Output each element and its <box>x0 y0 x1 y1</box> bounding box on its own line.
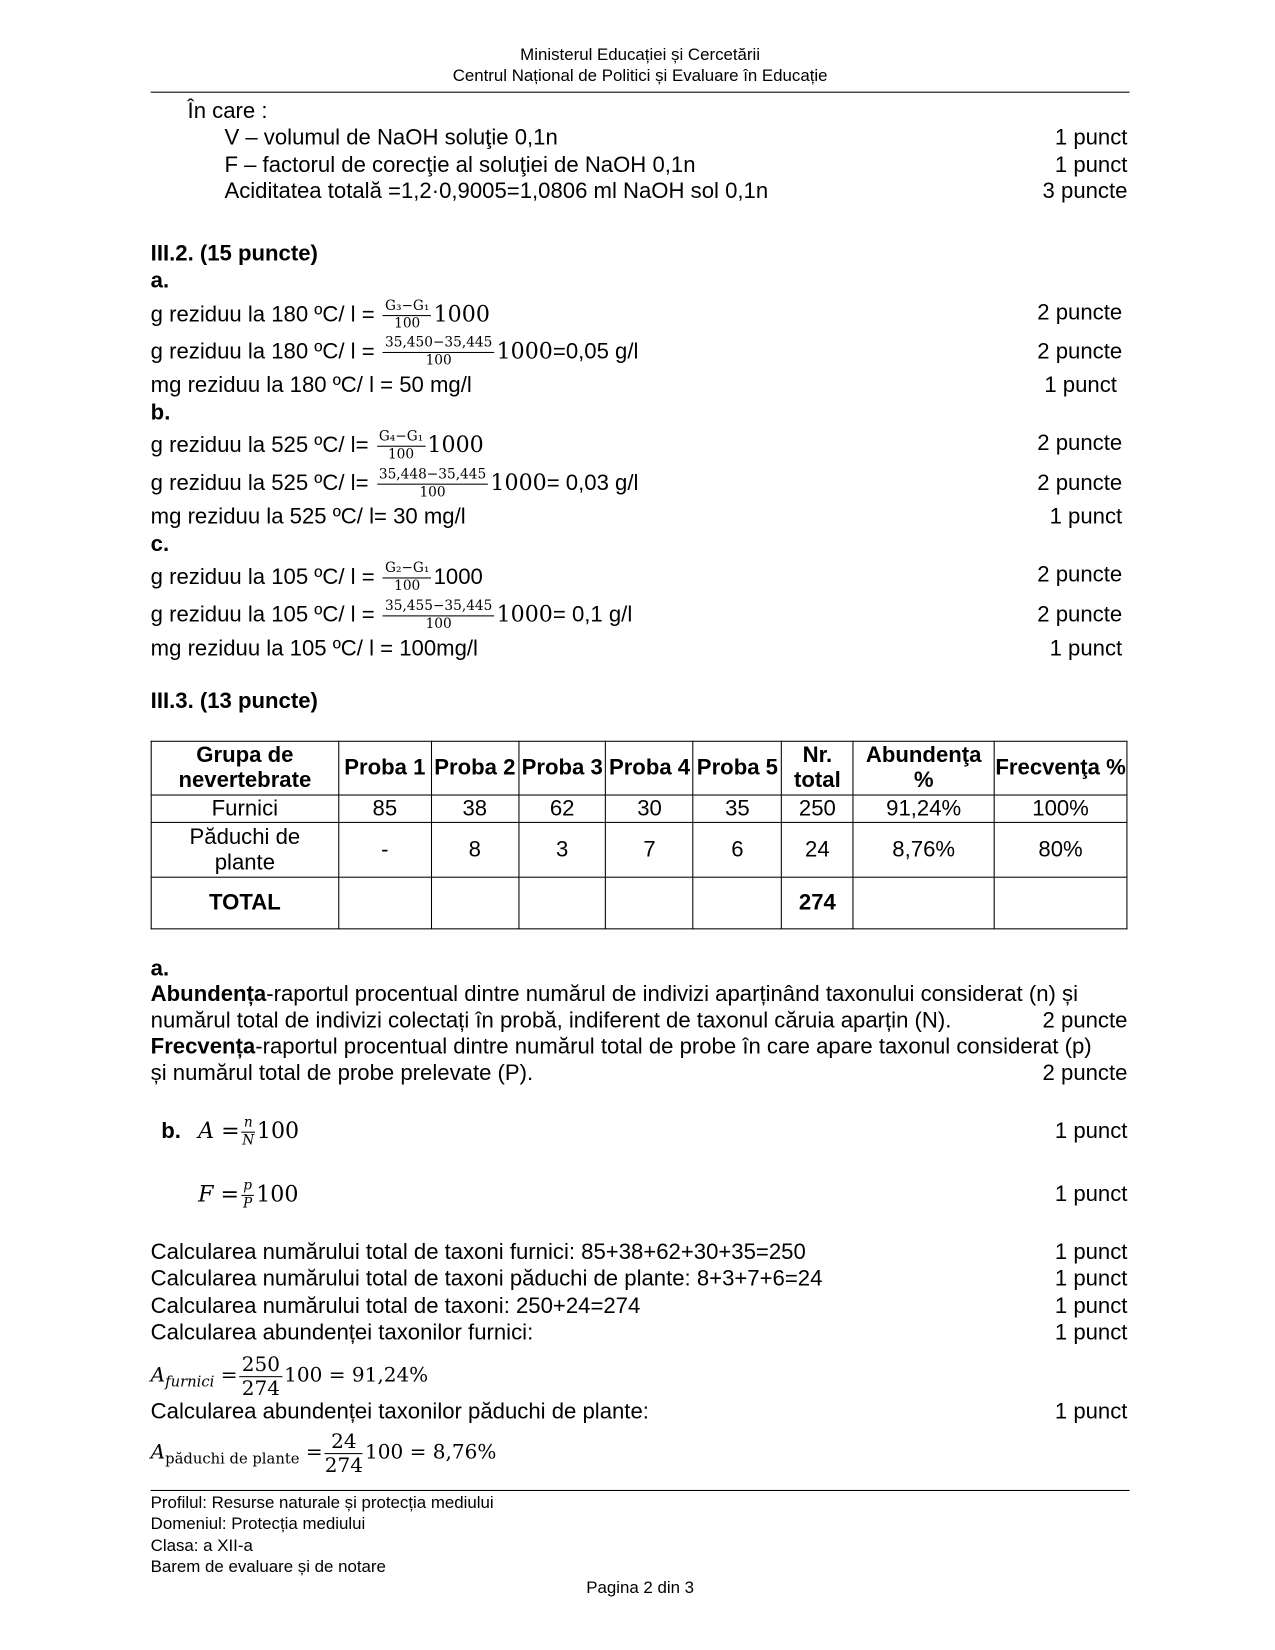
factor: 100 <box>256 1118 300 1144</box>
numerator: 35,450−35,445 <box>383 335 495 353</box>
header-center: Centrul Național de Politici și Evaluare în Educație <box>452 67 828 86</box>
invertebrates-table <box>151 741 1128 930</box>
points: 1 punct <box>1049 636 1123 661</box>
formula-text: g reziduu la 105 ºC/ l = <box>150 564 381 590</box>
factor: 1000 <box>433 301 490 327</box>
table-cell <box>994 877 1127 929</box>
points: 1 punct <box>1054 125 1128 150</box>
factor: 1000 <box>496 338 553 364</box>
table-cell: 24 <box>782 822 854 877</box>
formula-lhs: F = <box>198 1181 240 1207</box>
column-header: Grupa de nevertebrate <box>151 741 338 795</box>
footer-divider <box>151 1490 1130 1491</box>
column-header: Proba 1 <box>339 741 432 795</box>
table-cell: 80% <box>994 822 1127 877</box>
header-divider <box>151 92 1130 93</box>
formula-lhs: A = <box>198 1118 240 1144</box>
table-cell: 8,76% <box>853 822 994 877</box>
table-cell: 8 <box>431 822 518 877</box>
subsection-label: a. <box>150 268 170 293</box>
page-number: Pagina 2 din 3 <box>586 1579 695 1598</box>
factor: 100 <box>256 1181 299 1207</box>
footer-class: Clasa: a XII-a <box>150 1537 253 1556</box>
points: 1 punct <box>1049 504 1123 529</box>
abundance-formula <box>198 1115 299 1150</box>
column-header: Proba 5 <box>693 741 781 795</box>
calc-line: Calcularea abundenței taxonilor păduchi de plante: <box>150 1399 649 1424</box>
table-cell: 30 <box>606 795 693 822</box>
table-cell: 3 <box>518 822 605 877</box>
subsection-label: b. <box>150 400 171 425</box>
points: 2 puncte <box>1037 602 1123 627</box>
result: 100 = 91,24% <box>284 1363 429 1387</box>
column-header: Frecvenţa % <box>994 741 1127 795</box>
denominator: 100 <box>425 352 452 369</box>
subsection-label: c. <box>150 532 170 557</box>
points: 2 puncte <box>1037 300 1123 325</box>
factor: 1000 <box>427 432 484 458</box>
points: 1 punct <box>1054 1119 1128 1144</box>
table-cell <box>693 877 781 929</box>
points: 1 punct <box>1044 373 1117 398</box>
numerator: p <box>241 1178 254 1196</box>
frequency-definition-cont: și numărul total de probe prelevate (P). <box>150 1061 534 1086</box>
formula-line <box>151 298 490 333</box>
equals: = <box>299 1440 323 1464</box>
result-line: mg reziduu la 180 ºC/ l = 50 mg/l <box>150 373 472 398</box>
formula-text: g reziduu la 105 ºC/ l = <box>150 602 381 628</box>
points: 1 punct <box>1054 1320 1128 1345</box>
column-header: Proba 2 <box>431 741 518 795</box>
points: 2 puncte <box>1037 562 1123 587</box>
formula-subscript: furnici <box>165 1373 215 1391</box>
table-row <box>151 795 1127 822</box>
denominator: P <box>243 1195 253 1212</box>
table-cell: - <box>339 822 432 877</box>
abundance-definition <box>151 982 1078 1007</box>
frequency-formula <box>198 1178 298 1213</box>
numerator: 24 <box>325 1429 363 1453</box>
denominator: 274 <box>241 1376 280 1400</box>
numerator: 35,455−35,445 <box>383 599 495 617</box>
formula-line <box>151 335 639 370</box>
table-cell: 6 <box>693 822 781 877</box>
denominator: 100 <box>394 316 421 332</box>
formula-line <box>151 561 483 596</box>
factor: 1000 <box>490 469 547 496</box>
numerator: n <box>242 1115 255 1133</box>
formula-text: g reziduu la 525 ºC/ l= <box>150 433 375 458</box>
definition-text: -raportul procentual dintre numărul de indivizi aparținând taxonului considerat (n) și <box>266 982 1079 1007</box>
table-cell: 7 <box>606 822 693 877</box>
table-cell: 62 <box>518 795 605 822</box>
formula-line <box>151 599 633 634</box>
denominator: 100 <box>387 446 415 463</box>
numerator: G₄−G₁ <box>377 429 426 447</box>
f-definition: F – factorul de corecţie al soluţiei de NaOH 0,1n <box>224 152 696 178</box>
definition-text: -raportul procentual dintre numărul total de probe în care apare taxonul considerat (p) <box>255 1034 1092 1059</box>
formula-A: A <box>150 1440 166 1464</box>
factor: 1000 <box>496 601 553 628</box>
table-total-row <box>151 877 1127 929</box>
result: 100 = 8,76% <box>365 1440 497 1464</box>
section-title: III.2. (15 puncte) <box>150 241 318 266</box>
term: Frecvența <box>150 1034 256 1059</box>
subsection-label: a. <box>150 956 170 981</box>
result-line: mg reziduu la 525 ºC/ l= 30 mg/l <box>150 504 466 529</box>
table-cell: TOTAL <box>151 877 338 929</box>
table-cell <box>431 877 518 929</box>
formula-text: g reziduu la 525 ºC/ l= <box>150 471 375 496</box>
formula-line <box>151 429 484 464</box>
points: 1 punct <box>1054 152 1128 178</box>
numerator: 250 <box>240 1352 282 1376</box>
calc-line: Calcularea numărului total de taxoni păduchi de plante: 8+3+7+6=24 <box>150 1266 823 1291</box>
footer-domain: Domeniul: Protecția mediului <box>150 1515 366 1534</box>
footer-doc-type: Barem de evaluare și de notare <box>150 1558 386 1577</box>
factor: 1000 <box>433 564 483 590</box>
points: 2 puncte <box>1042 1008 1128 1033</box>
denominator: 100 <box>419 484 446 501</box>
term: Abundența <box>150 982 267 1007</box>
calc-line: Calcularea numărului total de taxoni furnici: 85+38+62+30+35=250 <box>150 1240 806 1265</box>
table-cell: 38 <box>431 795 518 822</box>
formula-subscript: păduchi de plante <box>165 1450 300 1468</box>
table-header-row <box>151 741 1127 795</box>
result: =0,05 g/l <box>552 339 639 364</box>
formula-text: g reziduu la 180 ºC/ l = <box>150 302 381 327</box>
formula-text: g reziduu la 180 ºC/ l = <box>150 339 381 364</box>
table-cell: 274 <box>782 877 854 929</box>
denominator: 100 <box>394 578 421 595</box>
formula-line <box>151 467 639 502</box>
table-cell <box>339 877 432 929</box>
header-ministry: Ministerul Educației și Cercetării <box>520 46 761 65</box>
points: 1 punct <box>1054 1399 1128 1424</box>
denominator: 100 <box>425 616 452 633</box>
table-cell: Păduchi de plante <box>151 822 338 877</box>
table-cell <box>853 877 994 929</box>
subsection-label: b. <box>161 1119 181 1144</box>
numerator: G₂−G₁ <box>383 561 432 579</box>
points: 2 puncte <box>1042 1061 1128 1086</box>
table-cell <box>518 877 605 929</box>
table-cell: 91,24% <box>853 795 994 822</box>
points: 2 puncte <box>1037 339 1123 364</box>
total-acidity: Aciditatea totală =1,2·0,9005=1,0806 ml NaOH sol 0,1n <box>224 179 769 204</box>
in-care-label: În care : <box>187 99 268 124</box>
points: 2 puncte <box>1037 430 1123 456</box>
column-header: Nr. total <box>782 741 854 795</box>
denominator: N <box>242 1132 255 1149</box>
abundance-definition-cont: numărul total de indivizi colectați în probă, indiferent de taxonul căruia aparțin (N). <box>150 1008 952 1033</box>
formula-A: A <box>150 1363 166 1387</box>
table-cell: 35 <box>693 795 781 822</box>
points: 1 punct <box>1054 1182 1128 1207</box>
result: = 0,03 g/l <box>546 471 639 496</box>
table-row <box>151 822 1127 877</box>
table-cell: 85 <box>339 795 432 822</box>
calc-line: Calcularea abundenței taxonilor furnici: <box>150 1320 534 1345</box>
column-header: Proba 4 <box>606 741 693 795</box>
table-cell <box>606 877 693 929</box>
points: 1 punct <box>1054 1240 1128 1265</box>
denominator: 274 <box>324 1453 363 1477</box>
column-header: Proba 3 <box>518 741 605 795</box>
numerator: 35,448−35,445 <box>377 467 489 485</box>
points: 1 punct <box>1054 1266 1128 1291</box>
points: 3 puncte <box>1042 179 1128 204</box>
numerator: G₃−G₁ <box>383 298 432 316</box>
section-title: III.3. (13 puncte) <box>150 689 318 714</box>
equals: = <box>214 1363 238 1387</box>
aphid-abundance-formula <box>151 1426 497 1486</box>
table-cell: 100% <box>994 795 1127 822</box>
frequency-definition <box>151 1035 1092 1060</box>
table-cell: 250 <box>782 795 854 822</box>
points: 1 punct <box>1054 1293 1128 1319</box>
result: = 0,1 g/l <box>552 602 633 628</box>
points: 2 puncte <box>1037 471 1123 496</box>
result-line: mg reziduu la 105 ºC/ l = 100mg/l <box>150 636 478 661</box>
v-definition: V – volumul de NaOH soluţie 0,1n <box>224 125 558 150</box>
calc-line: Calcularea numărului total de taxoni: 250+24=274 <box>150 1293 641 1319</box>
footer-profile: Profilul: Resurse naturale și protecția mediului <box>150 1494 494 1513</box>
table-cell: Furnici <box>151 795 338 822</box>
column-header: Abundenţa % <box>853 741 994 795</box>
